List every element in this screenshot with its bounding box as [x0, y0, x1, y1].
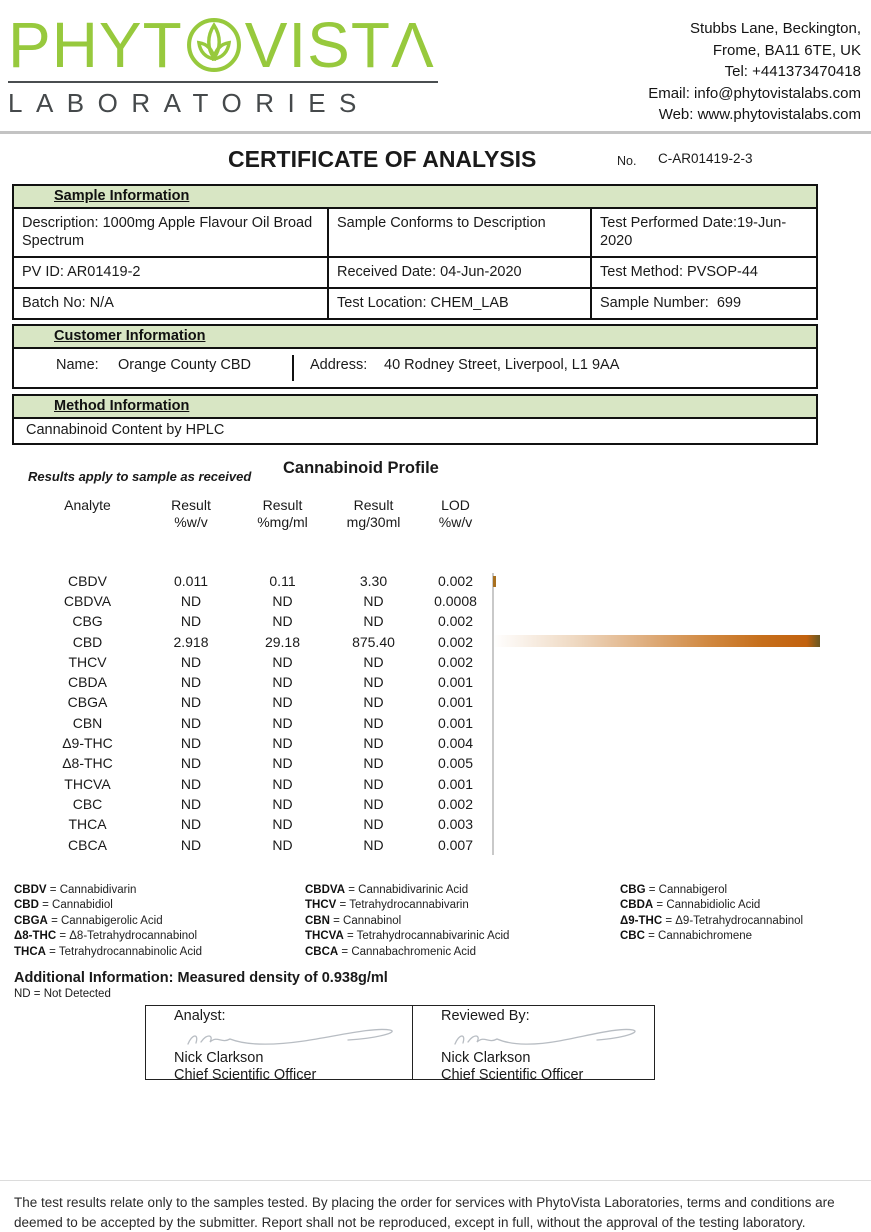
analyst-name: Nick Clarkson	[174, 1049, 264, 1066]
abbreviation-entry: CBD = Cannabidiol	[14, 899, 113, 912]
result-mg_30ml: ND	[363, 816, 384, 833]
logo-underline	[8, 81, 438, 83]
result-mg_30ml: ND	[363, 694, 384, 711]
column-header-analyte: Analyte	[64, 496, 111, 513]
address-label: Address:	[310, 356, 368, 373]
result-pct_wv: ND	[180, 795, 202, 812]
abbr-col2	[305, 883, 620, 961]
result-pct_wv: ND	[180, 775, 202, 792]
results-row	[0, 571, 871, 591]
title-row	[0, 140, 871, 184]
result-mg_ml: ND	[272, 816, 293, 833]
certificate-no-label: No.	[617, 153, 637, 168]
abbreviation-entry: CBC = Cannabichromene	[620, 930, 753, 943]
analyst-block	[146, 1006, 413, 1079]
abbreviations-legend	[0, 883, 871, 961]
result-mg_30ml: ND	[363, 836, 384, 853]
result-lod: 0.002	[437, 795, 474, 812]
abbreviation-entry: CBCA = Cannabachromenic Acid	[305, 946, 476, 959]
result-lod: 0.001	[437, 674, 474, 691]
logo-wordmark	[8, 10, 453, 80]
method-name: Cannabinoid Content by HPLC	[26, 421, 225, 438]
leaf-icon	[185, 16, 243, 74]
reviewer-signature	[447, 1022, 647, 1052]
result-mg_ml: ND	[272, 653, 293, 670]
pv-id-cell: PV ID: AR01419-2	[14, 256, 327, 287]
batch-no-cell: Batch No: N/A	[14, 287, 327, 318]
abbreviation-entry: CBDV = Cannabidivarin	[14, 883, 137, 896]
reviewed-by-label: Reviewed By:	[441, 1007, 530, 1024]
section-title: Sample Information	[54, 187, 190, 204]
conforms-cell: Sample Conforms to Description	[327, 209, 590, 256]
result-analyte: Δ8-THC	[62, 755, 113, 772]
results-row	[0, 794, 871, 814]
column-header-result-mgml: Result %mg/ml	[257, 496, 308, 530]
column-header-result-wv: Result %w/v	[171, 496, 211, 530]
result-mg_ml: ND	[272, 592, 293, 609]
result-mg_30ml: ND	[363, 653, 384, 670]
result-pct_wv: ND	[180, 816, 202, 833]
result-pct_wv: 2.918	[173, 633, 209, 650]
abbreviation-entry: THCV = Tetrahydrocannabivarin	[305, 899, 469, 912]
results-row	[0, 753, 871, 773]
header	[0, 0, 871, 126]
phytovista-logo	[8, 10, 453, 126]
result-mg_ml: ND	[272, 836, 293, 853]
result-analyte: CBC	[72, 795, 103, 812]
section-title: Customer Information	[54, 327, 206, 344]
column-header-result-mg30ml: Result mg/30ml	[346, 496, 401, 530]
result-analyte: CBDVA	[63, 592, 112, 609]
result-pct_wv: ND	[180, 613, 202, 630]
description-cell: Description: 1000mg Apple Flavour Oil Broad Spectrum	[22, 214, 317, 249]
received-date-cell: Received Date: 04-Jun-2020	[327, 256, 590, 287]
abbreviation-entry: CBG = Cannabigerol	[620, 883, 728, 896]
reviewer-block	[413, 1006, 654, 1079]
results-row	[0, 834, 871, 854]
abbr-col3	[620, 883, 871, 961]
results-row	[0, 713, 871, 733]
result-mg_ml: ND	[272, 735, 293, 752]
logo-text-right: VISTΛ	[244, 9, 435, 81]
signature-box	[145, 1005, 655, 1080]
method-information-section	[12, 394, 818, 445]
result-pct_wv: ND	[180, 694, 202, 711]
result-lod: 0.002	[437, 653, 474, 670]
results-header	[0, 497, 871, 531]
result-mg_30ml: 3.30	[359, 572, 388, 589]
result-mg_30ml: ND	[363, 592, 384, 609]
additional-information: Additional Information: Measured density of 0.938g/ml	[14, 969, 388, 986]
logo-subtitle: LABORATORIES	[8, 88, 370, 118]
column-header-lod: LOD %w/v	[438, 496, 473, 530]
result-mg_ml: ND	[272, 613, 293, 630]
result-pct_wv: ND	[180, 592, 202, 609]
result-pct_wv: ND	[180, 755, 202, 772]
cbd-gradient-bar	[493, 635, 820, 647]
abbreviation-entry: Δ8-THC = Δ8-Tetrahydrocannabinol	[14, 930, 198, 943]
disclaimer-line2: deemed to be accepted by the submitter. Report shall not be reproduced, except in full, without the approval of the testing laboratory.	[14, 1214, 806, 1230]
results-row	[0, 652, 871, 672]
customer-name: Orange County CBD	[118, 356, 251, 373]
result-mg_30ml: ND	[363, 775, 384, 792]
result-mg_30ml: 875.40	[352, 633, 395, 650]
result-mg_ml: ND	[272, 775, 293, 792]
analyst-label: Analyst:	[174, 1007, 226, 1024]
result-mg_ml: ND	[272, 795, 293, 812]
result-mg_ml: ND	[272, 694, 293, 711]
abbreviation-entry: Δ9-THC = Δ9-Tetrahydrocannabinol	[620, 914, 804, 927]
results-row	[0, 733, 871, 753]
results-row	[0, 591, 871, 611]
result-pct_wv: ND	[180, 714, 202, 731]
result-lod: 0.003	[437, 816, 474, 833]
test-location-cell: Test Location: CHEM_LAB	[327, 287, 590, 318]
profile-title: Cannabinoid Profile	[283, 458, 439, 477]
abbreviation-entry: CBGA = Cannabigerolic Acid	[14, 914, 163, 927]
disclaimer-line1: The test results relate only to the samples tested. By placing the order for services with PhytoVista Laboratories, terms and conditions are	[14, 1194, 835, 1210]
analyst-signature	[180, 1022, 405, 1052]
result-analyte: CBD	[72, 633, 103, 650]
result-lod: 0.002	[437, 613, 474, 630]
test-date-cell: Test Performed Date:19-Jun-2020	[590, 209, 816, 256]
results-row	[0, 672, 871, 692]
abbreviation-entry: CBDVA = Cannabidivarinic Acid	[305, 883, 469, 896]
result-mg_ml: ND	[272, 755, 293, 772]
customer-information-header	[14, 326, 816, 349]
page-title: CERTIFICATE OF ANALYSIS	[228, 145, 537, 172]
result-lod: 0.001	[437, 714, 474, 731]
result-lod: 0.002	[437, 633, 474, 650]
section-title: Method Information	[54, 397, 190, 414]
address-line2: Frome, BA11 6TE, UK	[712, 41, 861, 59]
result-mg_ml: 29.18	[264, 633, 301, 650]
results-row	[0, 814, 871, 834]
abbreviation-entry: CBN = Cannabinol	[305, 914, 402, 927]
result-mg_30ml: ND	[363, 674, 384, 691]
name-label: Name:	[56, 356, 99, 373]
result-analyte: THCA	[68, 816, 107, 833]
results-row	[0, 692, 871, 712]
certificate-number: C-AR01419-2-3	[658, 150, 753, 166]
footer-disclaimer	[14, 1193, 857, 1232]
logo-text-left: PHYT	[8, 9, 183, 81]
customer-row	[14, 349, 816, 387]
result-mg_30ml: ND	[363, 795, 384, 812]
sample-information-section	[12, 184, 818, 320]
profile-heading	[0, 457, 871, 487]
result-mg_30ml: ND	[363, 735, 384, 752]
result-analyte: CBCA	[68, 836, 107, 853]
sample-information-table	[14, 209, 816, 318]
result-mg_ml: ND	[272, 674, 293, 691]
abbreviation-entry: THCA = Tetrahydrocannabinolic Acid	[14, 946, 203, 959]
result-pct_wv: ND	[180, 836, 202, 853]
abbr-col1	[14, 883, 305, 961]
results-row	[0, 773, 871, 793]
result-analyte: CBDA	[68, 674, 107, 691]
address-line1: Stubbs Lane, Beckington,	[690, 20, 861, 37]
result-analyte: CBDV	[68, 572, 107, 589]
results-row	[0, 631, 871, 651]
result-pct_wv: ND	[180, 735, 202, 752]
result-lod: 0.001	[437, 694, 474, 711]
sample-information-header	[14, 186, 816, 209]
phone: Tel: +441373470418	[724, 63, 861, 80]
result-analyte: CBGA	[67, 694, 108, 711]
result-analyte: Δ9-THC	[62, 735, 113, 752]
result-mg_30ml: ND	[363, 755, 384, 772]
result-lod: 0.002	[437, 572, 474, 589]
results-note: Results apply to sample as received	[28, 468, 252, 484]
nd-note: ND = Not Detected	[14, 987, 111, 1000]
result-analyte: CBN	[72, 714, 103, 731]
result-mg_30ml: ND	[363, 613, 384, 630]
result-lod: 0.005	[437, 755, 474, 772]
lab-contact-block	[648, 10, 861, 126]
test-method-cell: Test Method: PVSOP-44	[590, 256, 816, 287]
abbreviation-entry: THCVA = Tetrahydrocannabivarinic Acid	[305, 930, 510, 943]
results-row	[0, 611, 871, 631]
result-lod: 0.0008	[434, 592, 477, 609]
method-information-header	[14, 396, 816, 419]
result-analyte: CBG	[72, 613, 103, 630]
result-mg_30ml: ND	[363, 714, 384, 731]
customer-information-section	[12, 324, 818, 389]
result-lod: 0.007	[437, 836, 474, 853]
cbdv-tick-bar	[493, 576, 496, 587]
header-divider	[0, 131, 871, 134]
result-mg_ml: 0.11	[269, 572, 296, 589]
result-analyte: THCV	[68, 653, 107, 670]
result-pct_wv: ND	[180, 653, 202, 670]
website: Web: www.phytovistalabs.com	[658, 106, 861, 123]
result-lod: 0.001	[437, 775, 474, 792]
email: Email: info@phytovistalabs.com	[648, 84, 861, 102]
sample-number-cell: Sample Number: 699	[590, 287, 816, 318]
customer-address: 40 Rodney Street, Liverpool, L1 9AA	[384, 356, 620, 373]
analyst-title: Chief Scientific Officer	[174, 1066, 317, 1080]
abbreviation-entry: CBDA = Cannabidiolic Acid	[620, 899, 761, 912]
footer-divider	[0, 1180, 871, 1181]
reviewer-name: Nick Clarkson	[441, 1049, 531, 1066]
result-pct_wv: 0.011	[174, 572, 208, 589]
result-pct_wv: ND	[180, 674, 202, 691]
result-mg_ml: ND	[272, 714, 293, 731]
result-analyte: THCVA	[64, 775, 111, 792]
reviewer-title: Chief Scientific Officer	[441, 1066, 584, 1080]
result-lod: 0.004	[437, 735, 474, 752]
results-rows	[0, 571, 871, 855]
